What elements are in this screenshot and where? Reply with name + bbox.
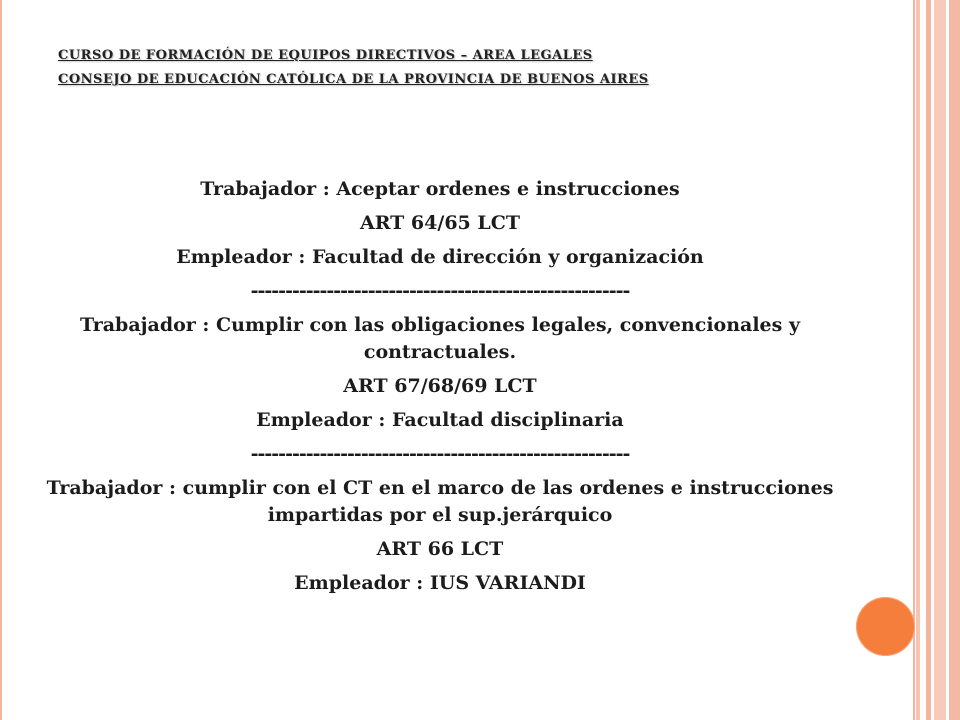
body-line: Empleador : Facultad disciplinaria <box>256 409 624 431</box>
body-line: Trabajador : Cumplir con las obligaciones legales, convencionales y contractuales. <box>79 314 800 363</box>
slide-body <box>40 172 840 600</box>
header-line-1: CURSO DE FORMACIÓN DE EQUIPOS DIRECTIVOS – AREA LEGALES <box>58 48 593 63</box>
accent-circle <box>856 597 915 656</box>
body-line: Empleador : Facultad de dirección y organización <box>176 246 704 268</box>
body-line: ART 66 LCT <box>376 538 504 560</box>
body-line: ART 64/65 LCT <box>359 212 520 234</box>
separator-line: ------------------------------------------------------- <box>250 280 630 302</box>
decorative-stripes <box>916 0 960 720</box>
separator-line: ------------------------------------------------------- <box>250 443 630 465</box>
body-line: Trabajador : Aceptar ordenes e instrucciones <box>200 178 680 200</box>
header-line-2: CONSEJO DE EDUCACIÓN CATÓLICA DE LA PROVINCIA DE BUENOS AIRES <box>58 72 649 87</box>
body-line: Empleador : IUS VARIANDI <box>294 572 586 594</box>
stripe <box>949 0 960 720</box>
stripe <box>934 0 946 720</box>
slide-header <box>58 44 878 92</box>
body-line: ART 67/68/69 LCT <box>343 375 537 397</box>
body-line: Trabajador : cumplir con el CT en el marco de las ordenes e instrucciones impartidas por el sup.jerárquico <box>46 477 834 526</box>
